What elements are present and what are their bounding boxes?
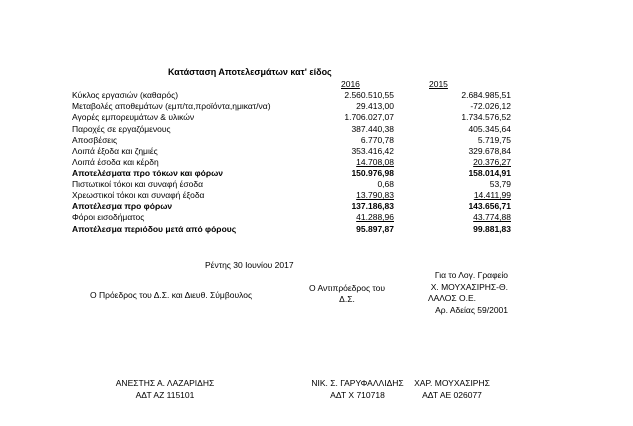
value-2015: 43.774,88 (473, 212, 511, 222)
table-row (0, 101, 633, 111)
accountant-id: ΑΔΤ ΑΕ 026077 (422, 390, 482, 400)
table-row (0, 224, 633, 234)
value-2015: 2.684.985,51 (461, 90, 511, 100)
row-label: Χρεωστικοί τόκοι και συναφή έξοδα (72, 190, 205, 200)
president-id: ΑΔΤ ΑΖ 115101 (135, 390, 195, 400)
vice-title-line1: Ο Αντιπρόεδρος του (308, 283, 386, 293)
value-2016: 29.413,00 (356, 101, 394, 111)
value-2015: 14.411,99 (473, 190, 511, 200)
table-row (0, 201, 633, 211)
row-label: Φόροι εισοδήματος (72, 212, 145, 222)
value-2015: 1.734.576,52 (461, 112, 511, 122)
value-2016: 6.770,78 (360, 135, 394, 145)
value-2015: -72.026,12 (470, 101, 511, 111)
row-label: Αποτέλεσμα περιόδου μετά από φόρους (72, 224, 237, 234)
value-2016: 13.790,83 (356, 190, 394, 200)
table-row (0, 90, 633, 100)
table-row (0, 179, 633, 189)
accounting-line4: Αρ. Αδείας 59/2001 (435, 304, 508, 315)
value-2015: 53,79 (489, 179, 511, 189)
value-2015: 99.881,83 (473, 224, 511, 234)
president-name: ΑΝΕΣΤΗΣ Α. ΛΑΖΑΡΙΔΗΣ (115, 378, 215, 388)
president-title: Ο Πρόεδρος του Δ.Σ. και Διευθ. Σύμβουλος (90, 290, 253, 300)
value-2016: 387.440,38 (351, 124, 394, 134)
table-row (0, 168, 633, 178)
row-label: Παροχές σε εργαζόμενους (72, 124, 171, 134)
value-2015: 158.014,91 (468, 168, 511, 178)
row-label: Λοιπά έξοδα και ζημιές (72, 146, 158, 156)
vice-president-name: ΝΙΚ. Σ. ΓΑΡΥΦΑΛΛΙΔΗΣ (311, 378, 404, 388)
value-2016: 1.706.027,07 (344, 112, 394, 122)
value-2016: 41.288,96 (356, 212, 394, 222)
vice-title-line2: Δ.Σ. (339, 294, 355, 304)
accountant-signature (402, 377, 502, 401)
accounting-line2: Χ. ΜΟΥΧΑΣΙΡΗΣ-Θ. (430, 281, 508, 292)
value-2015: 329.678,84 (468, 146, 511, 156)
year-header-2015: 2015 (429, 79, 448, 89)
value-2015: 20.376,27 (473, 157, 511, 167)
value-2015: 405.345,64 (468, 124, 511, 134)
value-2016: 2.560.510,55 (344, 90, 394, 100)
statement-title: Κατάσταση Αποτελεσμάτων κατ' είδος (168, 67, 332, 77)
value-2016: 150.976,98 (351, 168, 394, 178)
row-label: Αποτέλεσμα προ φόρων (72, 201, 173, 211)
value-2015: 143.656,71 (468, 201, 511, 211)
row-label: Αποτελέσματα προ τόκων και φόρων (72, 168, 224, 178)
vice-president-signature (305, 377, 410, 401)
row-label: Αγορές εμπορευμάτων & υλικών (72, 112, 195, 122)
vice-president-id: ΑΔΤ Χ 710718 (330, 390, 385, 400)
accounting-office (396, 270, 508, 316)
vice-president-title (306, 283, 388, 304)
table-row (0, 190, 633, 200)
row-label: Κύκλος εργασιών (καθαρός) (72, 90, 179, 100)
year-header-2016: 2016 (341, 79, 360, 89)
value-2015: 5.719,75 (477, 135, 511, 145)
row-label: Λοιπά έσοδα και κέρδη (72, 157, 159, 167)
row-label: Αποσβέσεις (72, 135, 118, 145)
table-row (0, 212, 633, 222)
accountant-name: ΧΑΡ. ΜΟΥΧΑΣΙΡΗΣ (414, 378, 490, 388)
president-signature (100, 377, 230, 401)
accounting-line1: Για το Λογ. Γραφείο (434, 270, 508, 280)
row-label: Μεταβολές αποθεμάτων (εμπ/τα,προϊόντα,ημικατ/να) (72, 101, 271, 111)
value-2016: 95.897,87 (356, 224, 394, 234)
accounting-line3: ΛΑΛΟΣ Ο.Ε. (427, 293, 477, 303)
value-2016: 14.708,08 (356, 157, 394, 167)
value-2016: 353.416,42 (351, 146, 394, 156)
value-2016: 137.186,83 (351, 201, 394, 211)
table-row (0, 135, 633, 145)
place-date: Ρέντης 30 Ιουνίου 2017 (205, 260, 294, 270)
row-label: Πιστωτικοί τόκοι και συναφή έσοδα (72, 179, 203, 189)
table-row (0, 146, 633, 156)
value-2016: 0,68 (377, 179, 394, 189)
table-row (0, 124, 633, 134)
table-row (0, 112, 633, 122)
table-row (0, 157, 633, 167)
